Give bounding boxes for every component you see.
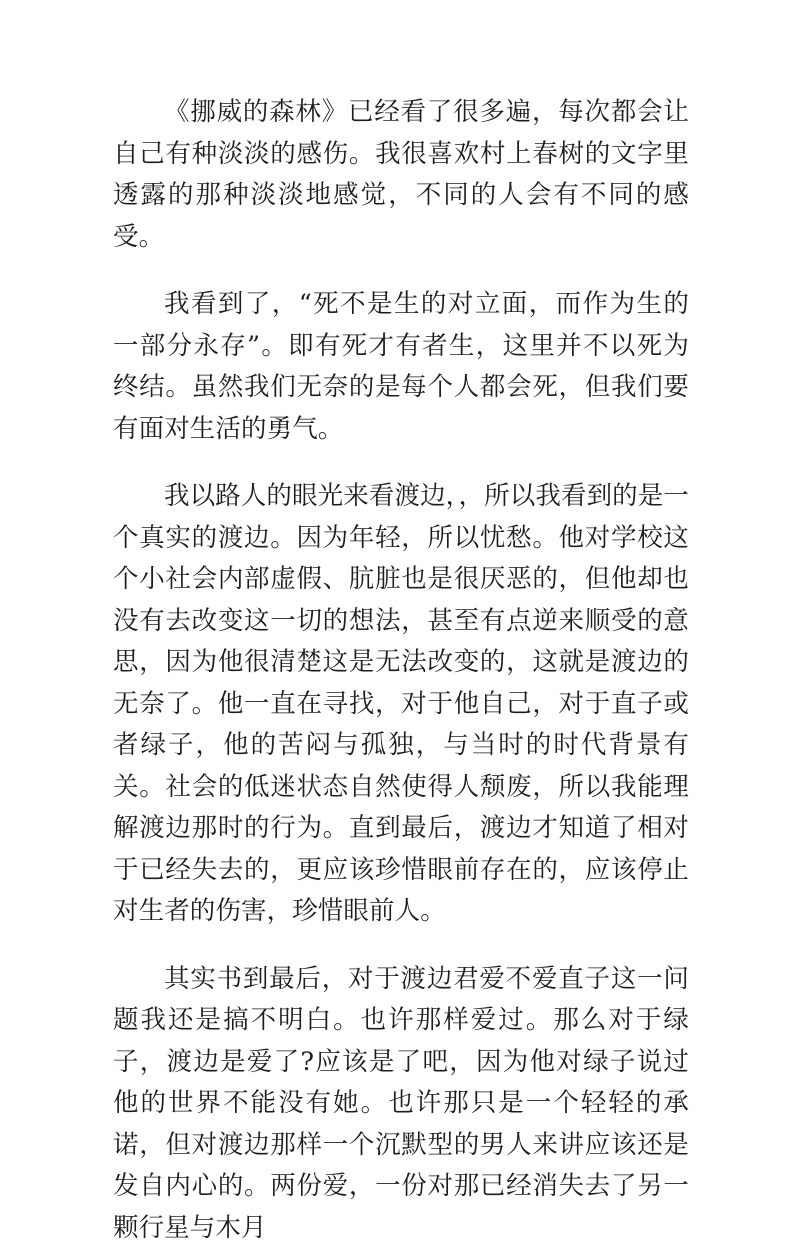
document-text-body: [113, 92, 689, 1249]
paragraph-1: 《挪威的森林》已经看了很多遍，每次都会让自己有种淡淡的感伤。我很喜欢村上春树的文字里透露的那种淡淡地感觉，不同的人会有不同的感受。: [113, 92, 689, 258]
paragraph-4: 其实书到最后，对于渡边君爱不爱直子这一问题我还是搞不明白。也许那样爱过。那么对于绿子，渡边是爱了?应该是了吧，因为他对绿子说过他的世界不能没有她。也许那只是一个轻轻的承诺，但对渡边那样一个沉默型的男人来讲应该还是发自内心的。两份爱，一份对那已经消失去了另一颗行星与木月: [113, 959, 689, 1249]
paragraph-3: 我以路人的眼光来看渡边，，所以我看到的是一个真实的渡边。因为年轻，所以忧愁。他对学校这个小社会内部虚假、肮脏也是很厌恶的，但他却也没有去改变这一切的想法，甚至有点逆来顺受的意思，因为他很清楚这是无法改变的，这就是渡边的无奈了。他一直在寻找，对于他自己，对于直子或者绿子，他的苦闷与孤独，与当时的时代背景有关。社会的低迷状态自然使得人颓废，所以我能理解渡边那时的行为。直到最后，渡边才知道了相对于已经失去的，更应该珍惜眼前存在的，应该停止对生者的伤害，珍惜眼前人。: [113, 476, 689, 933]
paragraph-2: 我看到了，“死不是生的对立面，而作为生的一部分永存”。即有死才有者生，这里并不以死为终结。虽然我们无奈的是每个人都会死，但我们要有面对生活的勇气。: [113, 284, 689, 450]
